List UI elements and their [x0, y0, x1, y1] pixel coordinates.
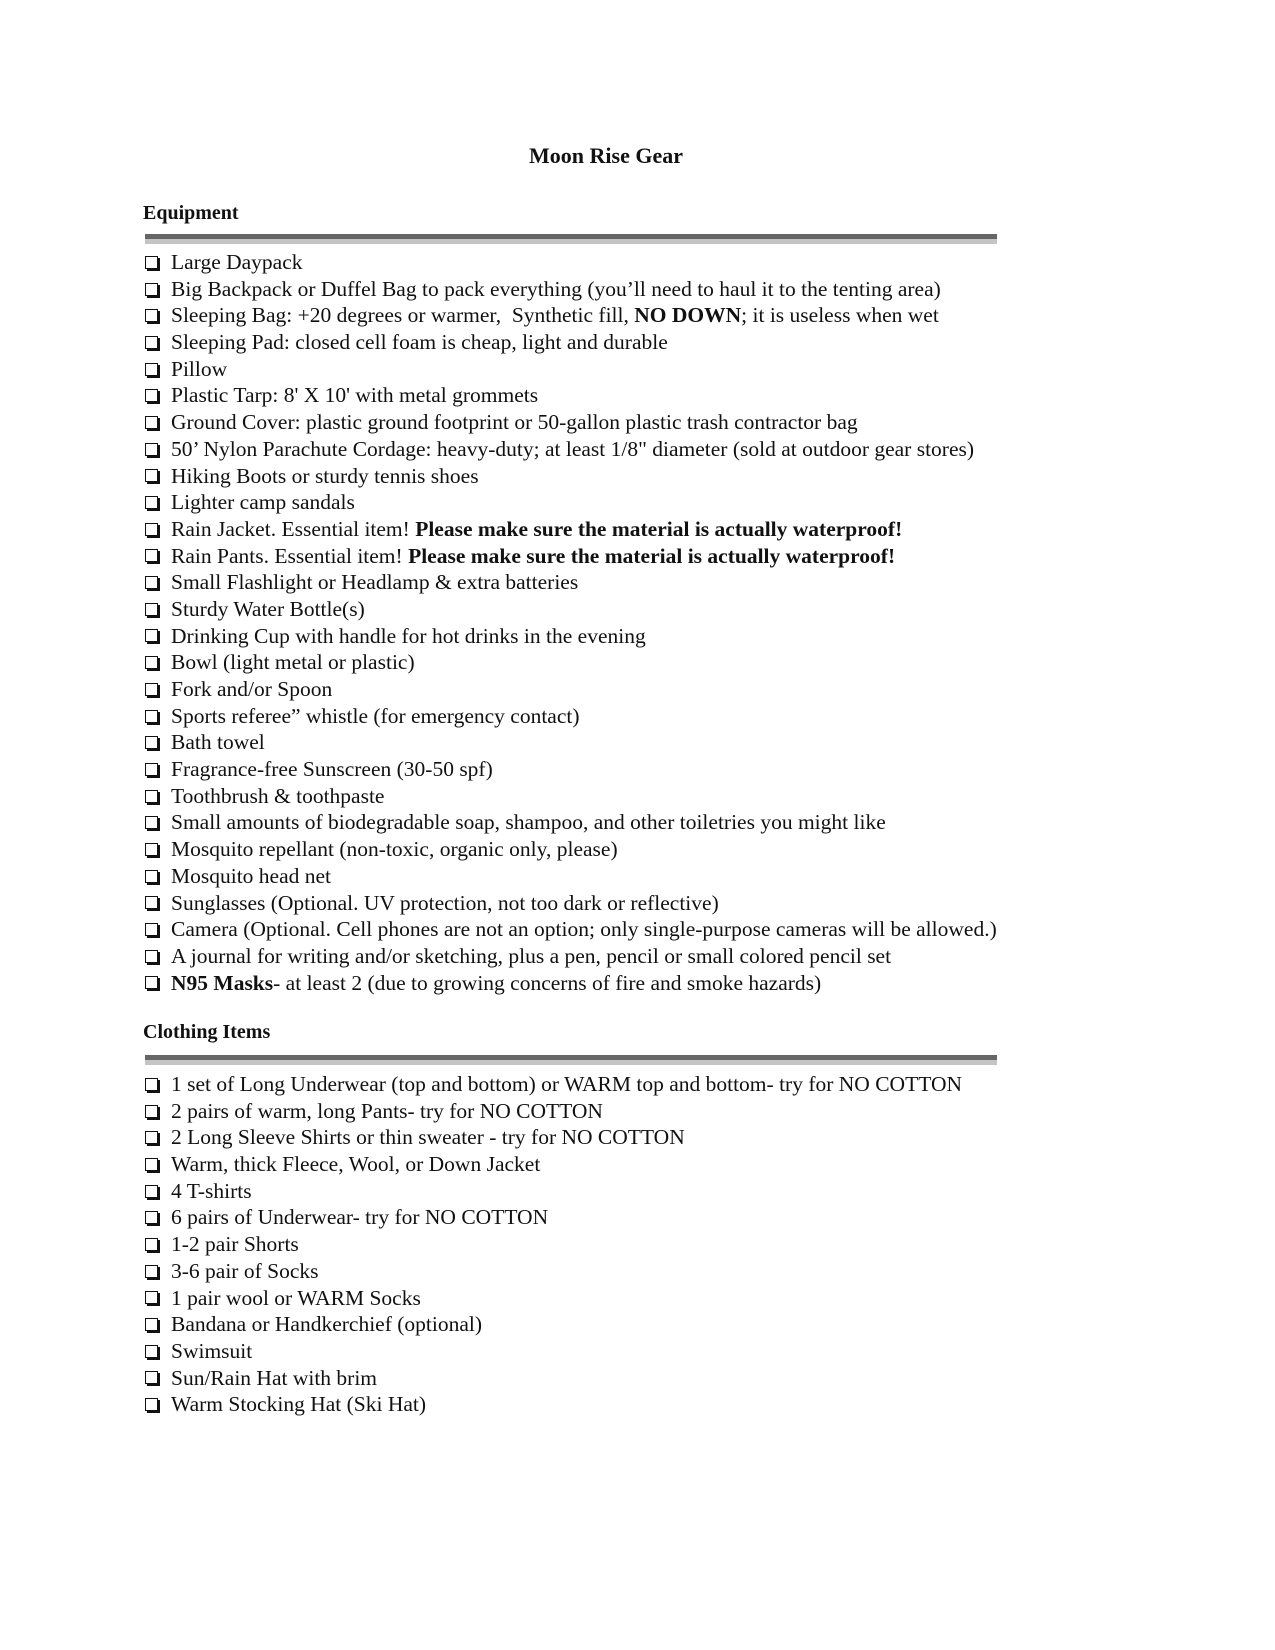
checkbox-icon[interactable]	[145, 1158, 158, 1171]
checkbox-icon[interactable]	[145, 309, 158, 322]
checklist-item	[145, 356, 997, 383]
checklist-item-text	[171, 623, 646, 650]
checkbox-icon[interactable]	[145, 1078, 158, 1091]
item-text: Lighter camp sandals	[171, 490, 355, 515]
checklist-item-text	[171, 1231, 299, 1258]
item-text: 2 pairs of warm, long Pants- try for NO COTTON	[171, 1098, 603, 1123]
item-text: Fork and/or Spoon	[171, 677, 333, 701]
checklist-item	[145, 809, 997, 836]
checkbox-icon[interactable]	[145, 1265, 158, 1278]
checklist-item	[145, 1231, 962, 1258]
checkbox-icon[interactable]	[145, 1291, 158, 1304]
checklist-item-text	[171, 809, 886, 836]
checkbox-icon[interactable]	[145, 1398, 158, 1411]
checklist-item	[145, 623, 997, 650]
checkbox-icon[interactable]	[145, 443, 158, 456]
checklist-item	[145, 1178, 962, 1205]
checkbox-icon[interactable]	[145, 950, 158, 963]
checkbox-icon[interactable]	[145, 896, 158, 909]
checklist-item-text	[171, 249, 303, 276]
checklist-item	[145, 329, 997, 356]
checkbox-icon[interactable]	[145, 923, 158, 936]
checklist-item	[145, 916, 997, 943]
checklist-item-text	[171, 543, 895, 570]
checklist-item	[145, 596, 997, 623]
checklist-item	[145, 1258, 962, 1285]
checklist-item	[145, 863, 997, 890]
item-text: Bowl (light metal or plastic)	[171, 650, 415, 675]
checklist-item	[145, 649, 997, 676]
checkbox-icon[interactable]	[145, 1238, 158, 1251]
checklist-item-text	[171, 970, 821, 997]
item-text: Mosquito head net	[171, 863, 332, 888]
checkbox-icon[interactable]	[145, 469, 158, 482]
checklist-item-text	[171, 1391, 426, 1418]
checklist-item-text	[171, 516, 902, 543]
checklist-item	[145, 516, 997, 543]
checkbox-icon[interactable]	[145, 576, 158, 589]
checklist-item	[145, 676, 997, 703]
checkbox-icon[interactable]	[145, 283, 158, 296]
clothing-checklist	[145, 1071, 962, 1418]
item-text: Camera (Optional. Cell phones are not an option; only single-purpose cameras will be allowed.)	[171, 917, 997, 942]
equipment-checklist	[145, 249, 997, 996]
checklist-item-text	[171, 863, 331, 890]
item-text: Ground Cover: plastic ground footprint or 50-gallon plastic trash contractor bag	[171, 410, 858, 435]
item-text: - at least 2 (due to growing concerns of fire and smoke hazards)	[273, 970, 822, 995]
emphasis-text: Please make sure the material is actually waterproof!	[408, 543, 896, 568]
item-text: Sturdy Water Bottle(s)	[171, 596, 365, 621]
checkbox-icon[interactable]	[145, 363, 158, 376]
checklist-item	[145, 569, 997, 596]
section-heading-clothing: Clothing Items	[143, 1021, 271, 1043]
checklist-item-text	[171, 729, 265, 756]
checkbox-icon[interactable]	[145, 1105, 158, 1118]
checklist-item	[145, 409, 997, 436]
item-text: Plastic Tarp: 8' X 10' with metal grommets	[171, 383, 539, 408]
item-text: Sun/Rain Hat with brim	[171, 1365, 378, 1390]
checklist-item	[145, 1204, 962, 1231]
checklist-item	[145, 1285, 962, 1312]
checklist-item	[145, 302, 997, 329]
checklist-item	[145, 970, 997, 997]
checklist-item-text	[171, 1098, 603, 1125]
checklist-item-text	[171, 1258, 319, 1285]
checklist-item-text	[171, 1285, 421, 1312]
checkbox-icon[interactable]	[145, 1318, 158, 1331]
item-text: Small amounts of biodegradable soap, shampoo, and other toiletries you might like	[171, 810, 886, 835]
checkbox-icon[interactable]	[145, 1371, 158, 1384]
emphasis-text: NO DOWN	[634, 303, 742, 328]
checklist-item-text	[171, 1311, 482, 1338]
item-text: Big Backpack or Duffel Bag to pack everything (you’ll need to haul it to the tenting area)	[171, 276, 941, 301]
checkbox-icon[interactable]	[145, 763, 158, 776]
item-text: Pillow	[171, 356, 228, 381]
checkbox-icon[interactable]	[145, 629, 158, 642]
item-text: Sunglasses (Optional. UV protection, not too dark or reflective)	[171, 890, 719, 915]
item-text: Warm, thick Fleece, Wool, or Down Jacket	[171, 1152, 541, 1177]
item-text: 1 set of Long Underwear (top and bottom) or WARM top and bottom- try for NO COTTON	[171, 1072, 962, 1096]
checklist-item-text	[171, 916, 997, 943]
checklist-item-text	[171, 569, 578, 596]
checklist-item-text	[171, 649, 415, 676]
checklist-item	[145, 1391, 962, 1418]
item-text: Large Daypack	[171, 250, 303, 274]
item-text: Sports referee” whistle (for emergency contact)	[171, 703, 580, 728]
checklist-item-text	[171, 943, 891, 970]
item-text: Fragrance-free Sunscreen (30-50 spf)	[171, 757, 493, 782]
checkbox-icon[interactable]	[145, 416, 158, 429]
checklist-item	[145, 276, 997, 303]
checklist-item	[145, 1311, 962, 1338]
checkbox-icon[interactable]	[145, 603, 158, 616]
item-text: Sleeping Bag: +20 degrees or warmer, Synthetic fill,	[171, 303, 635, 328]
item-text: Warm Stocking Hat (Ski Hat)	[171, 1392, 427, 1417]
checklist-item-text	[171, 836, 618, 863]
checklist-item-text	[171, 756, 493, 783]
item-text: 1-2 pair Shorts	[171, 1232, 299, 1257]
checklist-item	[145, 1098, 962, 1125]
checkbox-icon[interactable]	[145, 549, 158, 562]
checkbox-icon[interactable]	[145, 256, 158, 269]
section-divider	[145, 1055, 997, 1065]
checklist-item	[145, 756, 997, 783]
checklist-item-text	[171, 596, 365, 623]
checklist-item	[145, 729, 997, 756]
checkbox-icon[interactable]	[145, 1345, 158, 1358]
checklist-item-text	[171, 1071, 962, 1098]
checklist-item-text	[171, 1124, 685, 1151]
checklist-item	[145, 1365, 962, 1392]
item-text: 6 pairs of Underwear- try for NO COTTON	[171, 1205, 549, 1230]
checkbox-icon[interactable]	[145, 710, 158, 723]
item-text: 2 Long Sleeve Shirts or thin sweater - try for NO COTTON	[171, 1125, 685, 1150]
checklist-item-text	[171, 409, 858, 436]
emphasis-text: Please make sure the material is actually waterproof!	[415, 516, 903, 541]
checklist-item	[145, 543, 997, 570]
item-text: 3-6 pair of Socks	[171, 1258, 319, 1283]
item-text: Bandana or Handkerchief (optional)	[171, 1312, 483, 1337]
checkbox-icon[interactable]	[145, 523, 158, 536]
checkbox-icon[interactable]	[145, 389, 158, 402]
checklist-item	[145, 463, 997, 490]
checkbox-icon[interactable]	[145, 1185, 158, 1198]
checklist-item	[145, 890, 997, 917]
checklist-item-text	[171, 1338, 252, 1365]
checkbox-icon[interactable]	[145, 816, 158, 829]
checklist-item	[145, 1124, 962, 1151]
checklist-item	[145, 382, 997, 409]
item-text: Bath towel	[171, 730, 265, 755]
item-text: Hiking Boots or sturdy tennis shoes	[171, 463, 479, 488]
checklist-item-text	[171, 463, 479, 490]
checkbox-icon[interactable]	[145, 1211, 158, 1224]
checklist-item	[145, 1151, 962, 1178]
checklist-item-text	[171, 276, 941, 303]
checkbox-icon[interactable]	[145, 1131, 158, 1144]
item-text: Mosquito repellant (non-toxic, organic only, please)	[171, 837, 618, 862]
checkbox-icon[interactable]	[145, 656, 158, 669]
checklist-item-text	[171, 1151, 540, 1178]
emphasis-text: N95 Masks	[171, 970, 274, 995]
item-text: Rain Pants. Essential item!	[171, 543, 409, 568]
checklist-item	[145, 943, 997, 970]
checklist-item	[145, 836, 997, 863]
checklist-item	[145, 436, 997, 463]
checkbox-icon[interactable]	[145, 683, 158, 696]
checklist-item-text	[171, 382, 538, 409]
item-text: Small Flashlight or Headlamp & extra batteries	[171, 570, 579, 595]
checklist-item	[145, 703, 997, 730]
checklist-item-text	[171, 1204, 548, 1231]
checkbox-icon[interactable]	[145, 870, 158, 883]
item-text: ; it is useless when wet	[741, 303, 939, 328]
checklist-item-text	[171, 676, 332, 703]
checklist-item-text	[171, 436, 974, 463]
item-text: Rain Jacket. Essential item!	[171, 516, 416, 541]
checklist-item	[145, 489, 997, 516]
checklist-item-text	[171, 302, 939, 329]
checkbox-icon[interactable]	[145, 736, 158, 749]
checkbox-icon[interactable]	[145, 496, 158, 509]
item-text: 50’ Nylon Parachute Cordage: heavy-duty; at least 1/8" diameter (sold at outdoor gear stores)	[171, 436, 975, 461]
checklist-item	[145, 1071, 962, 1098]
checklist-item-text	[171, 1365, 377, 1392]
checklist-item-text	[171, 783, 384, 810]
checklist-item-text	[171, 1178, 252, 1205]
item-text: Drinking Cup with handle for hot drinks in the evening	[171, 623, 646, 648]
checklist-item-text	[171, 703, 580, 730]
item-text: Sleeping Pad: closed cell foam is cheap, light and durable	[171, 330, 668, 355]
item-text: 1 pair wool or WARM Socks	[171, 1285, 421, 1310]
checklist-item-text	[171, 356, 227, 383]
checklist-item	[145, 1338, 962, 1365]
item-text: 4 T-shirts	[171, 1178, 252, 1203]
item-text: Toothbrush & toothpaste	[171, 783, 385, 808]
checkbox-icon[interactable]	[145, 843, 158, 856]
checklist-item-text	[171, 890, 719, 917]
section-divider	[145, 234, 997, 244]
checklist-item-text	[171, 329, 668, 356]
checkbox-icon[interactable]	[145, 976, 158, 989]
checkbox-icon[interactable]	[145, 790, 158, 803]
item-text: Swimsuit	[171, 1338, 253, 1363]
page-title: Moon Rise Gear	[529, 143, 683, 168]
section-heading-equipment: Equipment	[143, 202, 239, 224]
checklist-item	[145, 249, 997, 276]
checkbox-icon[interactable]	[145, 336, 158, 349]
checklist-item-text	[171, 489, 355, 516]
checklist-item	[145, 783, 997, 810]
item-text: A journal for writing and/or sketching, plus a pen, pencil or small colored pencil set	[171, 943, 892, 968]
